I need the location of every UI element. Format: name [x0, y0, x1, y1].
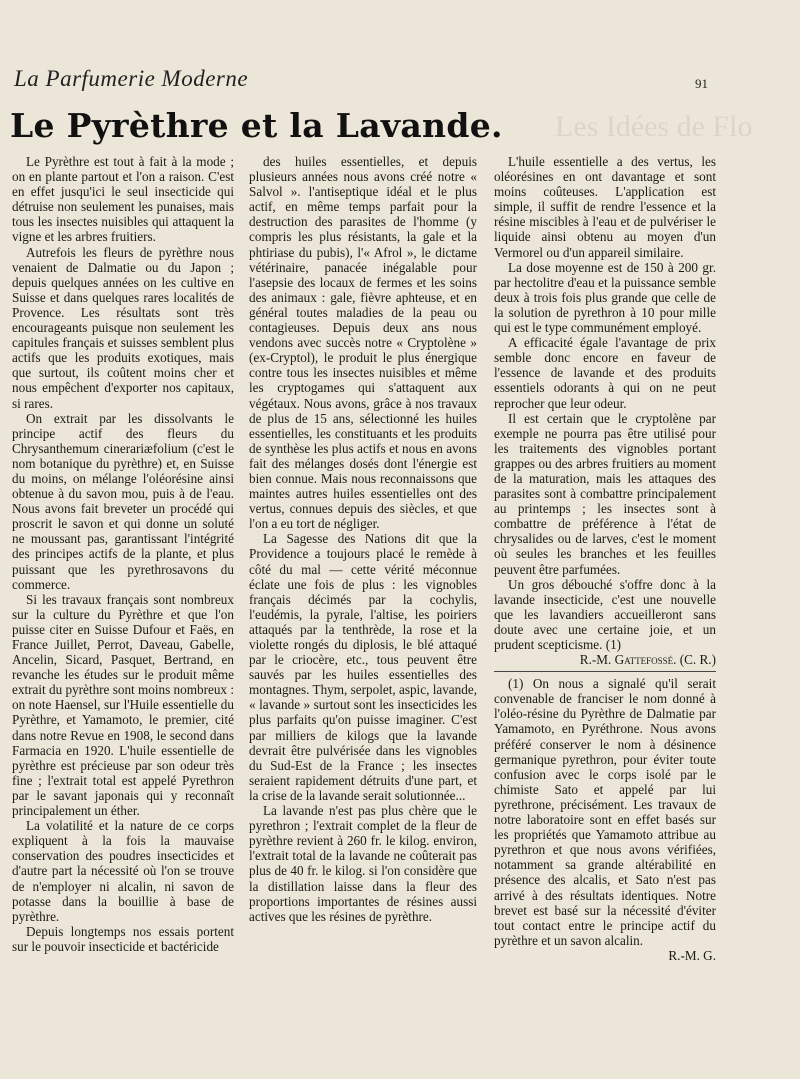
paragraph: Autrefois les fleurs de pyrèthre nous venaient de Dalmatie ou du Japon ; depuis quelques années on les cultive en Suisse et dans quelques rares localités de Provence. Les résultats sont très encourageants puisque non seulement les capitules français et suisses semblent plus actifs que les produits exotiques, mais que surtout, ils coûtent moins cher et nous empêchent d'exporter nos capitaux, si rares.: [12, 244, 234, 411]
footnote: (1) On nous a signalé qu'il serait convenable de franciser le nom donné à l'oléo-résine du Pyrèthre de Dalmatie par Yamamoto, en Pyréthrone. Nous avons préféré conserver le nom à désinence germanique pyrethron, pour éviter toute confusion avec le corps isolé par le chimiste Sato et appelé par lui pyrethrone, précisément. Les travaux de notre laboratoire sont en effet basés sur les propriétés que Yamamoto attribue au pyrethron et que nous avons vérifiées, notamment sa grande altérabilité en présence des alcalis, et Sato n'est pas arrivé à des résultats identiques. Notre brevet est basé sur la nécessité d'éviter tout contact entre le principe actif du pyrèthre et un savon alcalin.: [494, 676, 716, 948]
paragraph: Depuis longtemps nos essais portent sur le pouvoir insecticide et bactéricide: [12, 923, 234, 954]
paragraph: La lavande n'est pas plus chère que le pyrethron ; l'extrait complet de la fleur de pyrèthre revient à 260 fr. le kilog. environ, l'extrait total de la lavande ne coûterait pas plus de 40 fr. le kilog. si l'on considère que la distillation laisse dans la fleur des proportions importantes de résines aussi actives que les résines de pyrèthre.: [249, 803, 477, 924]
paragraph: des huiles essentielles, et depuis plusieurs années nous avons créé notre « Salvol ». l'antiseptique idéal et le plus actif, en même temps parfait pour la destruction des parasites de l'homme (y compris les plus résistants, la gale et la phtiriase du pubis), l'« Afrol », le dictame vétérinaire, panacée inégalable pour l'asepsie des locaux de fermes et les soins des animaux : gale, fièvre aphteuse, et en général toutes maladies de la peau ou contagieuses. Depuis deux ans nous vendons avec succès notre « Cryptolène » (ex-Cryptol), le produit le plus énergique contre tous les insectes nuisibles et même les cryptogames qui s'attaquent aux végétaux. Nous avons, grâce à nos travaux de plus de 15 ans, sélectionné les huiles essentielles, les constituants et les produits de synthèse les plus actifs et nous en avons fait des mélanges dosés dont l'énergie est bien connue. Mais nous reconnaissons que maintes autres huiles essentielles ont des vertus, connues depuis des siècles, et que l'on a eu tort de négliger.: [249, 154, 477, 532]
paragraph: A efficacité égale l'avantage de prix semble donc encore en faveur de l'essence de lavande et des produits essentiels odorants à qui on ne peut reprocher que leur odeur.: [494, 335, 716, 411]
paragraph: La dose moyenne est de 150 à 200 gr. par hectolitre d'eau et la puissance semble deux à trois fois plus grande que celle de la solution de pyrethron à 10 pour mille qui est le type communément employé.: [494, 259, 716, 336]
footnote-signature: R.-M. G.: [668, 947, 716, 963]
page-number: 91: [695, 76, 708, 91]
footnote-divider: [494, 671, 716, 672]
article-title: Le Pyrèthre et la Lavande.: [10, 106, 503, 145]
paragraph: La volatilité et la nature de ce corps expliquent à la fois la mauvaise conservation des poudres insecticides et d'autre part la nécessité où l'on se trouve de n'employer ni alcalin, ni savon de potasse dans la bouillie à base de pyrèthre.: [12, 818, 234, 924]
paragraph: On extrait par les dissolvants le principe actif des fleurs du Chrysanthemum cinerariæfolium (c'est le nom botanique du pyrèthre) et, en Suisse du moins, on mélange l'oléorésine ainsi obtenue à du savon mou, puis à de l'eau. Nous avons fait breveter un procédé qui proscrit le savon et qui donne un soluté ne moussant pas, garantissant l'intégrité des principes actifs de la plante, et plus puissant que les pyrethrosavons du commerce.: [12, 410, 234, 592]
paragraph: L'huile essentielle a des vertus, les oléorésines en ont davantage et sont moins coûteuses. L'application est simple, il suffit de rendre l'essence et la résine miscibles à l'eau et de pulvériser le liquide ainsi obtenu au moyen d'un Vermorel ou d'un appareil similaire.: [494, 154, 716, 260]
column-3: [494, 154, 716, 963]
paragraph: Un gros débouché s'offre donc à la lavande insecticide, c'est une nouvelle que les lavandiers accueilleront sans doute avec une certaine joie, et un prudent scepticisme. (1): [494, 576, 716, 652]
paragraph: Il est certain que le cryptolène par exemple ne pourra pas être utilisé pour les traitements des vignobles portant grappes ou des arbres fruitiers au moment de la maturation, mais les attaques des parasites sont à combattre principalement au printemps ; les insectes sont à combattre de préférence à l'état de chrysalides ou de larves, c'est le moment où seules les branches et les feuilles peuvent être parfumées.: [494, 410, 716, 577]
author-signature: R.-M. Gattefossé. (C. R.): [579, 652, 716, 668]
paragraph: Le Pyrèthre est tout à fait à la mode ; on en plante partout et l'on a raison. C'est en effet jusqu'ici le seul insecticide qui détruise non seulement les punaises, mais tous les insectes nuisibles qui attaquent la vigne et les arbres fruitiers.: [12, 154, 234, 245]
masthead: La Parfumerie Moderne: [14, 66, 249, 91]
paragraph: La Sagesse des Nations dit que la Providence a toujours placé le remède à côté du mal — cette vérité méconnue éclate une fois de plus : les vignobles français décimés par la cochylis, l'eudémis, la pyrale, l'altise, les poiriers attaqués par la tenthrède, la rose et la violette rongés du diplosis, le blé attaqué par le criocère, etc., tous peuvent être sauvés par les huiles essentielles des montagnes. Thym, serpolet, aspic, lavande, « lavande » surtout sont les insecticides les plus parfaits qu'on puisse imaginer. C'est par milliers de kilogs que la lavande devrait être pulvérisée dans les vignobles du Sud-Est de la France ; les insectes seraient rapidement détruits d'une part, et la crise de la lavande serait solutionnée...: [249, 531, 477, 803]
column-1: [12, 154, 234, 954]
bleed-through-header: Les Idées de Flo: [555, 110, 753, 143]
column-2: [249, 154, 477, 924]
paragraph: Si les travaux français sont nombreux sur la culture du Pyrèthre et que l'on puisse citer en Suisse Dufour et Faës, en France Juillet, Perrot, Daveau, Gabelle, Ancelin, Sicard, Pasquet, Bertrand, en revanche les études sur le produit même extrait du pyrèthre sont moins nombreux : on note Haensel, sur l'Huile essentielle du Pyrèthre, et Yamamoto, le premier, cité dans notre Revue en 1908, le second dans Farmacia en 1920. L'huile essentielle de pyrèthre est précieuse par son odeur très fine ; l'extrait total est appelé Pyrethron par le savant japonais qui y reconnaît principalement un éther.: [12, 591, 234, 819]
